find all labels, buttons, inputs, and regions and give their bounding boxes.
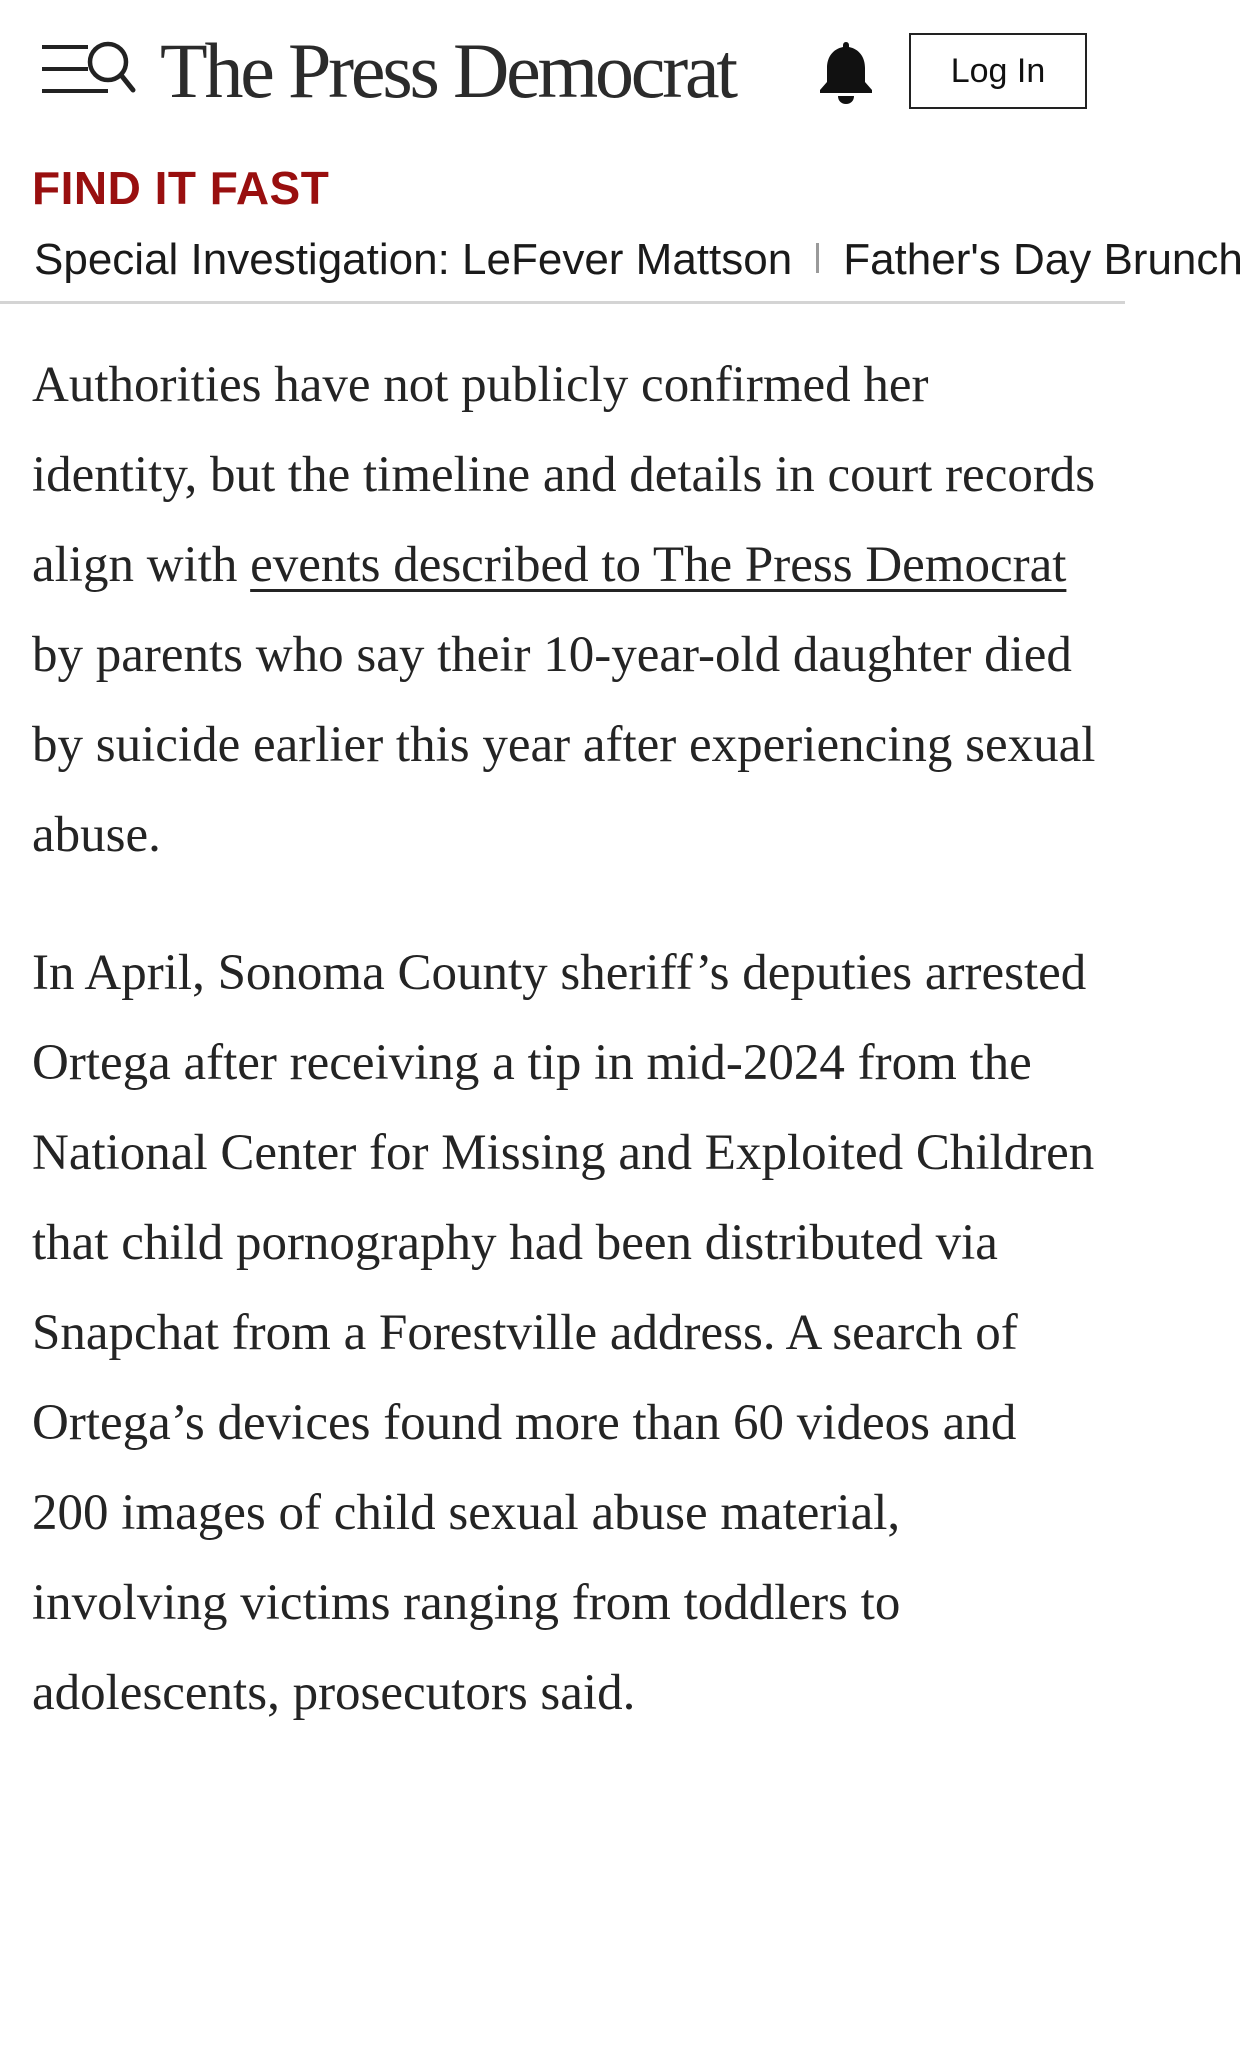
site-header: [0, 0, 1125, 145]
find-it-fast-heading: FIND IT FAST: [32, 162, 330, 214]
menu-search-button[interactable]: [40, 36, 136, 106]
quick-link-lefever-mattson[interactable]: Special Investigation: LeFever Mattson: [34, 235, 793, 284]
paragraph-text: by parents who say their 10-year-old daughter died by suicide earlier this year after experiencing sexual abuse.: [32, 627, 1096, 863]
find-it-fast-links[interactable]: [0, 224, 1243, 304]
link-separator: [816, 243, 819, 273]
article-paragraph: [32, 340, 1098, 880]
menu-search-icon: [40, 36, 136, 106]
notifications-button[interactable]: [814, 38, 878, 106]
paragraph-text: Authorities have not publicly confirmed her identity, but the timeline and details in court records align with: [32, 357, 1096, 593]
login-button[interactable]: Log In: [909, 33, 1087, 109]
quick-link-fathers-day[interactable]: Father's Day Brunch: [843, 235, 1243, 284]
article-body: [32, 340, 1098, 1786]
bell-icon: [814, 38, 878, 106]
site-logo[interactable]: The Press Democrat: [160, 27, 735, 114]
article-paragraph: In April, Sonoma County sheriff’s deputies arrested Ortega after receiving a tip in mid-2024 from the National Center for Missing and Exploited Children that child pornography had been distributed via Snapchat from a Forestville address. A search of Ortega’s devices found more than 60 videos and 200 images of child sexual abuse material, involving victims ranging from toddlers to adolescents, prosecutors said.: [32, 945, 1095, 1721]
events-described-link[interactable]: events described to The Press Democrat: [250, 537, 1067, 593]
